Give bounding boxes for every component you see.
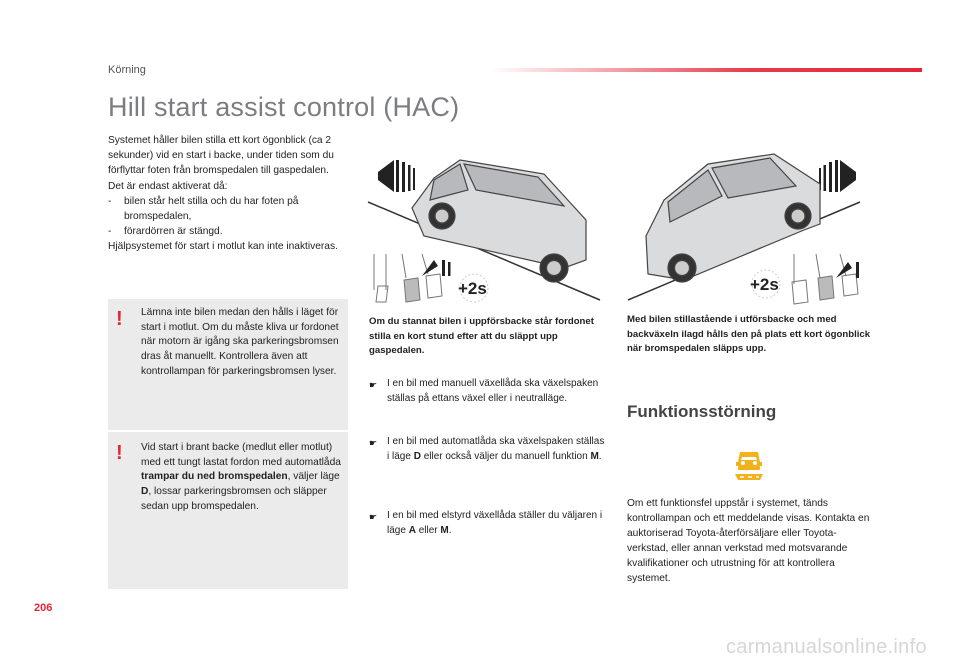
watermark: carmanualsonline.info [726,636,927,658]
warning-box-steep-slope [108,432,348,589]
uphill-illustration [364,150,610,306]
page-title: Hill start assist control (HAC) [108,92,460,122]
page-number: 206 [34,602,53,614]
caption-downhill: Med bilen stillastående i utförsbacke och med backväxeln ilagd hålls den på plats ett kort ögonblick när bromspedalen släpps upp. [627,314,871,354]
stop-arrow-icon [819,160,856,192]
intro-paragraph: Systemet håller bilen stilla ett kort ögonblick (ca 2 sekunder) vid en start i backe, under tiden som du förflyttar foten från bromspedalen till gaspedalen. [108,135,334,177]
warning-icon: ! [116,308,123,330]
pedals-icon [374,254,442,302]
intro-bullet: - bilen står helt stilla och du har foten på bromspedalen, [108,195,299,223]
hand-pointer-icon: ☛ [369,438,378,448]
hand-pointer-icon: ☛ [369,512,378,522]
caption-uphill: Om du stannat bilen i uppförsbacke står fordonet stilla en kort stund efter att du släppt upp gaspedalen. [369,316,594,356]
section-label: Körning [108,64,146,76]
timer-badge: +2s [458,279,487,298]
bullet-electric: ☛ I en bil med elstyrd växellåda ställer du väljaren i läge A eller M. [369,509,609,538]
hac-warning-lamp-icon [732,448,766,482]
intro-condition: Det är endast aktiverat då: [108,180,228,192]
warning-box-parking [108,299,348,430]
stop-arrow-icon [378,160,415,192]
malfunction-text: Om ett funktionsfel uppstår i systemet, tänds kontrollampan och ett meddelande visas. Kontakta en auktoriserad Toyota-återförsäljare eller Toyota-verkstad, eller annan verkstad med motsvarande kvalifikationer och utrustning för att kontrollera systemet. [627,498,870,584]
bullet-automatic: ☛ I en bil med automatlåda ska växelspaken ställas i läge D eller också väljer du manuell funktion M. [369,435,609,464]
pedals-icon [792,254,858,304]
downhill-illustration [624,150,870,306]
header-rule [490,68,922,72]
malfunction-heading: Funktionsstörning [627,402,777,421]
warning-text: Vid start i brant backe (medlut eller motlut) med ett tungt lastat fordon med automatlåda trampar du ned bromspedalen, väljer läge D, lossar parkeringsbromsen och släpper sedan upp bromspedalen. [141,442,341,512]
intro-text [108,133,353,255]
van-icon [412,160,586,282]
warning-text: Lämna inte bilen medan den hålls i läget för start i motlut. Om du måste kliva ur fordonet när motorn är igång ska parkeringsbromsen dras åt manuellt. Kontrollera även att kontrollampan för parkeringsbromsen lyser. [141,307,339,377]
intro-note: Hjälpsystemet för start i motlut kan inte inaktiveras. [108,241,338,253]
warning-icon: ! [116,442,123,464]
intro-bullet: - förardörren är stängd. [108,226,223,238]
timer-badge: +2s [750,275,779,294]
bullet-manual: ☛ I en bil med manuell växellåda ska växelspaken ställas på ettans växel eller i neutralläge. [369,377,609,406]
hand-pointer-icon: ☛ [369,380,378,390]
